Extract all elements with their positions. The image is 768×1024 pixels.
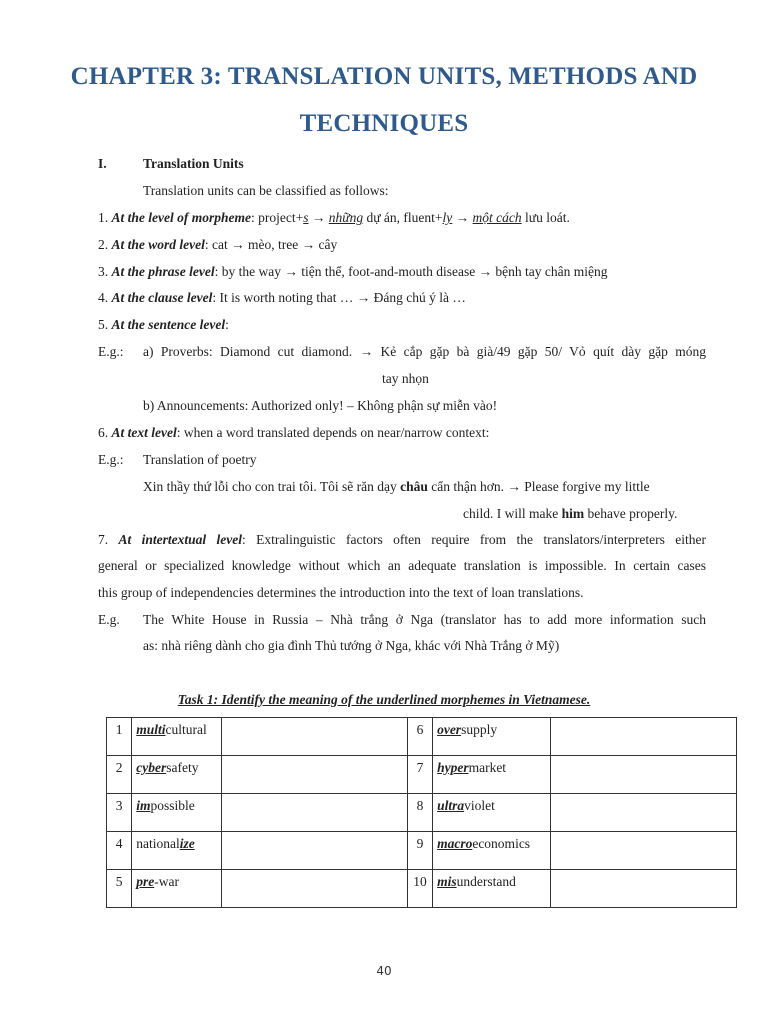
- morpheme-table: [106, 717, 737, 908]
- row-number: 1: [107, 718, 132, 756]
- item-text: : cat → mèo, tree → cây: [204, 237, 338, 252]
- row-number: 3: [107, 794, 132, 832]
- intro-text: Translation units can be classified as follows:: [143, 183, 389, 198]
- example-proverb-cont: tay nhọn: [382, 371, 429, 386]
- page-number: 40: [376, 964, 392, 978]
- item-number: 1.: [98, 210, 109, 225]
- underlined-morpheme: cyber: [136, 760, 167, 775]
- underlined-translation: những: [328, 210, 364, 225]
- answer-cell[interactable]: [551, 870, 737, 908]
- answer-cell[interactable]: [222, 718, 408, 756]
- task-heading: [0, 692, 768, 708]
- item-text: : It is worth noting that … → Đáng chú ý là …: [212, 290, 466, 305]
- task-heading-text: Task 1: Identify the meaning of the underlined morphemes in Vietnamese.: [177, 692, 591, 707]
- word-rest: economics: [472, 836, 531, 851]
- morpheme-word: [132, 870, 222, 908]
- item-text: →: [308, 210, 329, 225]
- item-label: At the level of morpheme: [111, 210, 251, 225]
- answer-cell[interactable]: [551, 718, 737, 756]
- item-text: →: [452, 210, 473, 225]
- chapter-title-line2: TECHNIQUES: [299, 110, 469, 137]
- morpheme-word: [132, 832, 222, 870]
- example-white-house-cont: as: nhà riêng dành cho gia đình Thủ tướng ở Nga, khác với Nhà Trắng ở Mỹ): [143, 638, 560, 653]
- row-number: 8: [407, 794, 432, 832]
- underlined-morpheme: im: [136, 798, 151, 813]
- item-sentence: [98, 317, 229, 333]
- underlined-translation: một cách: [472, 210, 522, 225]
- item-number: 5.: [98, 317, 109, 332]
- underlined-morpheme: ly: [442, 210, 453, 225]
- word-rest: understand: [456, 874, 516, 889]
- morpheme-word: [132, 718, 222, 756]
- table-row: [107, 718, 737, 756]
- example-text: cẩn thận hơn. → Please forgive my little: [427, 479, 650, 494]
- example-label: E.g.:: [98, 344, 124, 359]
- item-number: 2.: [98, 237, 109, 252]
- word-rest: market: [468, 760, 507, 775]
- morpheme-word: [132, 794, 222, 832]
- item-label: At the clause level: [111, 290, 213, 305]
- table-row: [107, 832, 737, 870]
- answer-cell[interactable]: [551, 756, 737, 794]
- item-word: [98, 237, 337, 253]
- example-announcement: b) Announcements: Authorized only! – Không phận sự miễn vào!: [143, 398, 498, 413]
- row-number: 2: [107, 756, 132, 794]
- item-phrase: [98, 264, 608, 280]
- example-text: child. I will make: [463, 506, 562, 521]
- example-poetry-cont: [463, 506, 677, 522]
- underlined-morpheme: over: [437, 722, 462, 737]
- item-text: : Extralinguistic factors often require from the translators/interpreters either: [242, 532, 706, 547]
- answer-cell[interactable]: [551, 832, 737, 870]
- item-number: 6.: [98, 425, 109, 440]
- item-label: At the phrase level: [111, 264, 215, 279]
- underlined-morpheme: ize: [179, 836, 195, 851]
- underlined-morpheme: macro: [437, 836, 473, 851]
- item-text: dự án, fluent+: [363, 210, 443, 225]
- row-number: 4: [107, 832, 132, 870]
- example-text: behave properly.: [584, 506, 678, 521]
- example-label: E.g.:: [98, 452, 124, 467]
- answer-cell[interactable]: [222, 832, 408, 870]
- answer-cell[interactable]: [222, 756, 408, 794]
- item-label: At the sentence level: [111, 317, 226, 332]
- underlined-morpheme: ultra: [437, 798, 465, 813]
- row-number: 5: [107, 870, 132, 908]
- item-text: lưu loát.: [521, 210, 570, 225]
- intertextual-line2: general or specialized knowledge without which an adequate translation is impossible. In certain cases: [98, 558, 706, 573]
- section-heading: Translation Units: [143, 156, 244, 171]
- underlined-morpheme: multi: [136, 722, 166, 737]
- morpheme-word: [433, 756, 551, 794]
- example-proverb: a) Proverbs: Diamond cut diamond. → Kẻ cắp gặp bà già/49 gặp 50/ Vỏ quít dày gặp móng: [143, 344, 706, 359]
- row-number: 6: [407, 718, 432, 756]
- underlined-morpheme: s: [303, 210, 309, 225]
- item-text: : by the way → tiện thể, foot-and-mouth disease → bệnh tay chân miệng: [214, 264, 608, 279]
- answer-cell[interactable]: [222, 870, 408, 908]
- item-number: 3.: [98, 264, 109, 279]
- row-number: 10: [407, 870, 432, 908]
- word-rest: supply: [461, 722, 498, 737]
- word-rest: possible: [150, 798, 195, 813]
- word-prefix-text: national: [136, 836, 180, 851]
- morpheme-word: [433, 794, 551, 832]
- item-label: At text level: [111, 425, 177, 440]
- item-number: 4.: [98, 290, 109, 305]
- item-morpheme: [98, 210, 570, 226]
- morpheme-word: [433, 718, 551, 756]
- table-row: [107, 794, 737, 832]
- word-rest: safety: [166, 760, 199, 775]
- table-row: [107, 870, 737, 908]
- morpheme-word: [433, 832, 551, 870]
- intertextual-line3: this group of independencies determines the introduction into the text of loan translations.: [98, 585, 584, 600]
- word-rest: -war: [154, 874, 179, 889]
- item-text-level: [98, 425, 489, 441]
- item-text: : when a word translated depends on near/narrow context:: [176, 425, 490, 440]
- item-label: At intertextual level: [118, 532, 243, 547]
- example-label: E.g.: [98, 612, 120, 627]
- word-rest: cultural: [165, 722, 207, 737]
- item-number: 7.: [98, 532, 109, 547]
- underlined-morpheme: hyper: [437, 760, 469, 775]
- chapter-title-line1: CHAPTER 3: TRANSLATION UNITS, METHODS AND: [70, 63, 698, 90]
- example-bold-word: him: [561, 506, 585, 521]
- morpheme-word: [132, 756, 222, 794]
- answer-cell[interactable]: [222, 794, 408, 832]
- item-text: : project+: [250, 210, 304, 225]
- example-text: Xin thầy thứ lỗi cho con trai tôi. Tôi sẽ răn dạy: [143, 479, 401, 494]
- example-poetry: Translation of poetry: [143, 452, 257, 467]
- table-row: [107, 756, 737, 794]
- example-poetry-line: [143, 479, 650, 495]
- item-text: :: [225, 317, 229, 332]
- row-number: 7: [407, 756, 432, 794]
- item-label: At the word level: [111, 237, 205, 252]
- example-bold-word: châu: [400, 479, 428, 494]
- row-number: 9: [407, 832, 432, 870]
- section-number: I.: [98, 156, 107, 171]
- answer-cell[interactable]: [551, 794, 737, 832]
- example-white-house: The White House in Russia – Nhà trắng ở Nga (translator has to add more information such: [143, 612, 706, 627]
- morpheme-word: [433, 870, 551, 908]
- item-intertextual: [98, 532, 706, 548]
- underlined-morpheme: pre: [136, 874, 155, 889]
- word-rest: violet: [464, 798, 495, 813]
- item-clause: [98, 290, 466, 306]
- underlined-morpheme: mis: [437, 874, 457, 889]
